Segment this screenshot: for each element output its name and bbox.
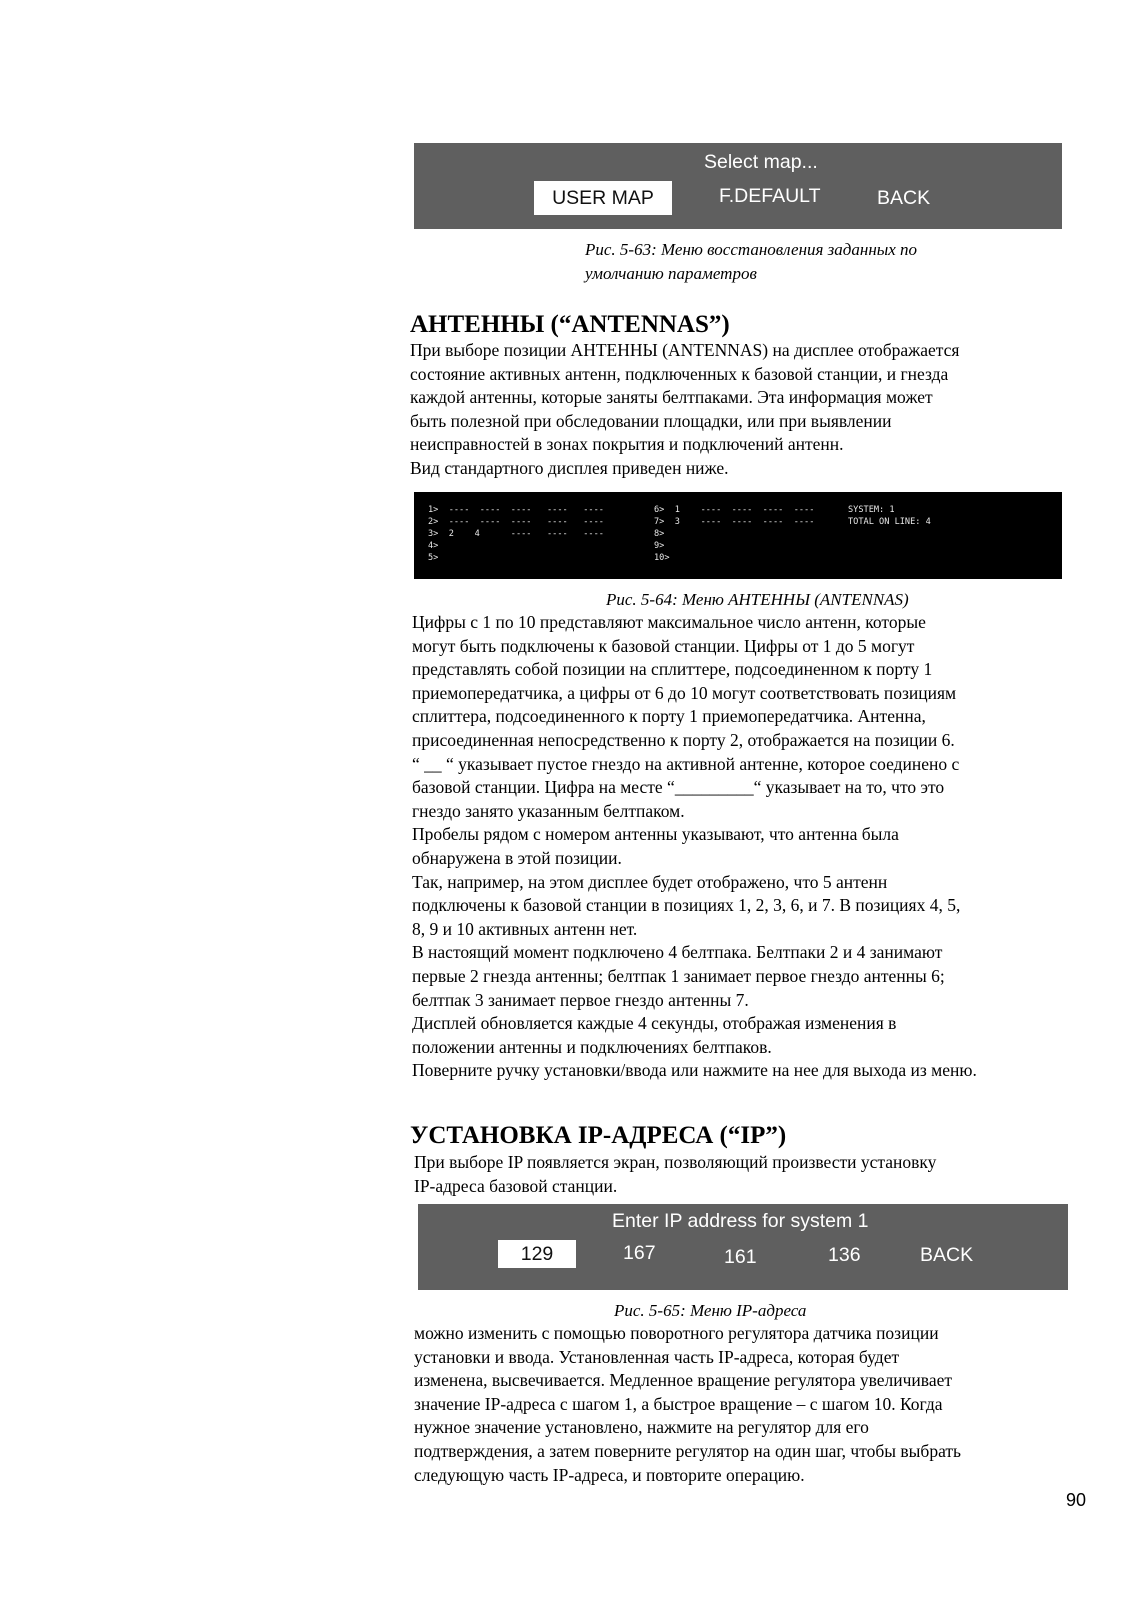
paragraph-line: 8, 9 и 10 активных антенн нет. [412, 918, 638, 939]
ip-octet-3[interactable]: 161 [724, 1246, 757, 1268]
paragraph-line: подтверждения, а затем поверните регулятор на один шаг, чтобы выбрать [414, 1440, 962, 1461]
select-map-title: Select map... [704, 151, 818, 173]
paragraph-line: сплиттера, подсоединенного к порту 1 приемопередатчика. Антенна, [412, 706, 926, 727]
paragraph-line: представлять собой позиции на сплиттере, подсоединенном к порту 1 [412, 659, 933, 680]
antenna-row: 1> ---- ---- ---- ---- ---- [428, 505, 604, 515]
paragraph-line: При выборе позиции АНТЕННЫ (ANTENNAS) на дисплее отображается [410, 340, 960, 360]
antennas-explanation [412, 611, 977, 1083]
paragraph-line: Цифры с 1 по 10 представляют максимальное число антенн, которые [412, 612, 926, 632]
system-label: SYSTEM: 1 [848, 505, 895, 515]
paragraph-line: состояние активных антенн, подключенных к базовой станции, и гнезда [410, 363, 949, 384]
ip-panel-title: Enter IP address for system 1 [612, 1210, 869, 1232]
paragraph-line: Пробелы рядом с номером антенны указывают, что антенна была [412, 824, 899, 845]
paragraph-line: положении антенны и подключениях белтпаков. [412, 1036, 772, 1057]
ip-address-panel [418, 1204, 1068, 1290]
antenna-row: 10> [654, 553, 670, 563]
paragraph-line: значение IP-адреса с шагом 1, а быстрое вращение – с шагом 10. Когда [414, 1393, 943, 1414]
paragraph-line: базовой станции. Цифра на месте “_________“ указывает на то, что это [412, 777, 945, 798]
total-online-label: TOTAL ON LINE: 4 [848, 517, 931, 527]
paragraph-line: Поверните ручку установки/ввода или нажмите на нее для выхода из меню. [412, 1060, 977, 1081]
figure-caption-5-63-line2: умолчанию параметров [585, 264, 757, 283]
ip-intro [414, 1151, 936, 1198]
antenna-row: 8> [654, 529, 665, 539]
paragraph-line: присоединенная непосредственно к порту 2, отображается на позиции 6. [412, 729, 955, 750]
factory-default-option[interactable]: F.DEFAULT [719, 185, 821, 207]
paragraph-line: приемопередатчика, а цифры от 6 до 10 могут соответствовать позициям [412, 682, 957, 703]
ip-octet-4[interactable]: 136 [828, 1244, 861, 1266]
ip-heading: УСТАНОВКА IP-АДРЕСА (“IP”) [410, 1122, 787, 1149]
paragraph-line: Так, например, на этом дисплее будет отображено, что 5 антенн [412, 871, 888, 892]
paragraph-line: могут быть подключены к базовой станции. Цифры от 1 до 5 могут [412, 635, 915, 656]
antenna-row: 6> 1 ---- ---- ---- ---- [654, 505, 815, 515]
paragraph-line: При выборе IP появляется экран, позволяющий произвести установку [414, 1152, 937, 1172]
paragraph-line: можно изменить с помощью поворотного регулятора датчика позиции [414, 1323, 939, 1343]
select-map-panel [414, 143, 1062, 229]
user-map-option[interactable]: USER MAP [534, 181, 672, 215]
paragraph-line: каждой антенны, которые заняты белтпаками. Эта информация может [410, 387, 933, 408]
paragraph-line: белтпак 3 занимает первое гнездо антенны 7. [412, 989, 749, 1010]
antenna-row: 2> ---- ---- ---- ---- ---- [428, 517, 604, 527]
back-option[interactable]: BACK [920, 1244, 974, 1266]
paragraph-line: быть полезной при обследовании площадки, или при выявлении [410, 410, 892, 431]
antenna-row: 7> 3 ---- ---- ---- ---- [654, 517, 815, 527]
antenna-row: 9> [654, 541, 665, 551]
paragraph-line: первые 2 гнезда антенны; белтпак 1 занимает первое гнездо антенны 6; [412, 965, 945, 986]
paragraph-line: нужное значение установлено, нажмите на регулятор для его [414, 1417, 869, 1438]
paragraph-line: следующую часть IP-адреса, и повторите операцию. [414, 1464, 805, 1485]
antennas-display [414, 492, 1062, 579]
back-option[interactable]: BACK [877, 187, 931, 209]
ip-octet-2[interactable]: 167 [623, 1242, 656, 1264]
figure-caption-5-64: Рис. 5-64: Меню АНТЕННЫ (ANTENNAS) [606, 590, 909, 609]
paragraph-line: изменена, высвечивается. Медленное вращение регулятора увеличивает [414, 1370, 953, 1391]
antennas-heading: АНТЕННЫ (“ANTENNAS”) [410, 311, 730, 338]
figure-caption-5-65: Рис. 5-65: Меню IP-адреса [614, 1301, 807, 1320]
paragraph-line: гнездо занято указанным белтпаком. [412, 800, 685, 821]
antenna-row: 3> 2 4 ---- ---- ---- [428, 529, 604, 539]
antenna-row: 5> [428, 553, 439, 563]
paragraph-line: Дисплей обновляется каждые 4 секунды, отображая изменения в [412, 1013, 897, 1034]
figure-caption-5-63-line1: Рис. 5-63: Меню восстановления заданных по [585, 240, 918, 259]
antennas-intro [410, 339, 959, 481]
paragraph-line: Вид стандартного дисплея приведен ниже. [410, 457, 729, 478]
paragraph-line: подключены к базовой станции в позициях 1, 2, 3, 6, и 7. В позициях 4, 5, [412, 895, 961, 916]
antenna-row: 4> [428, 541, 439, 551]
paragraph-line: В настоящий момент подключено 4 белтпака. Белтпаки 2 и 4 занимают [412, 942, 943, 963]
paragraph-line: обнаружена в этой позиции. [412, 847, 622, 868]
ip-octet-1[interactable]: 129 [498, 1240, 576, 1268]
paragraph-line: “ __ “ указывает пустое гнездо на активной антенне, которое соединено с [412, 753, 960, 774]
paragraph-line: неисправностей в зонах покрытия и подключений антенн. [410, 434, 844, 455]
ip-explanation [414, 1322, 961, 1487]
paragraph-line: установки и ввода. Установленная часть IP-адреса, которая будет [414, 1346, 900, 1367]
paragraph-line: IP-адреса базовой станции. [414, 1175, 618, 1196]
page-number: 90 [1066, 1490, 1087, 1510]
